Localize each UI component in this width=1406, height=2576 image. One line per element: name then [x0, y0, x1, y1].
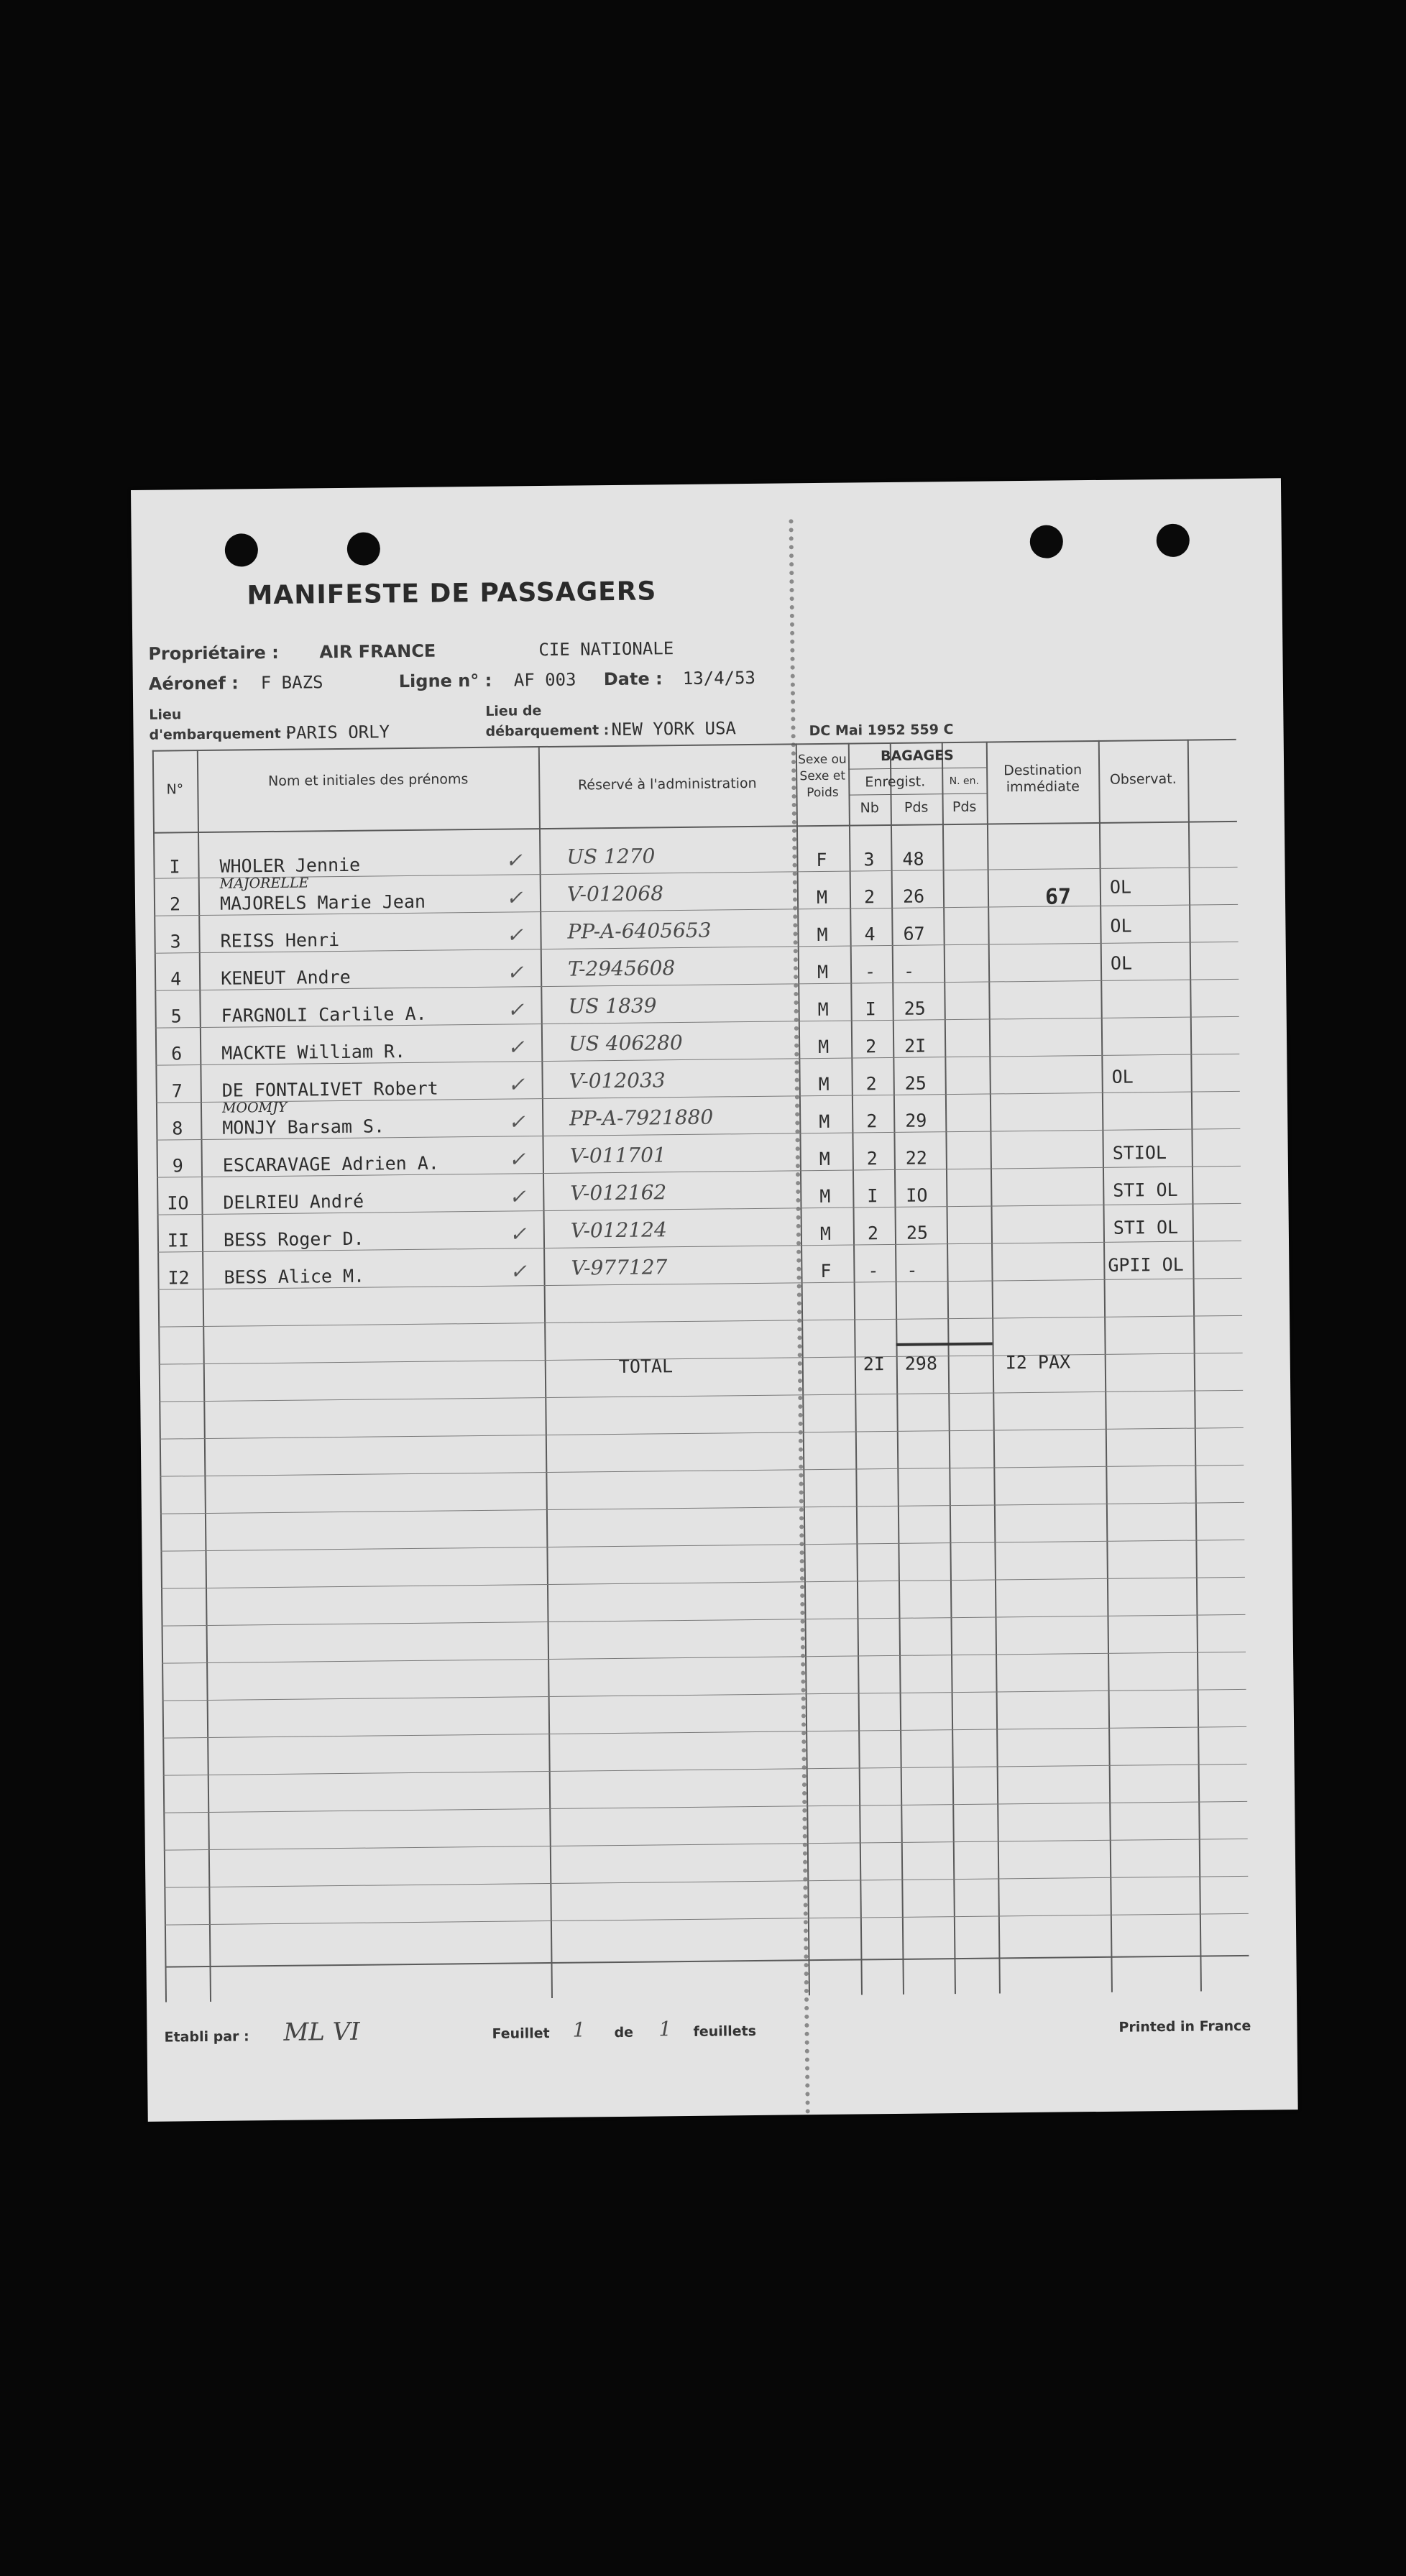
passenger-bag-nb: I — [865, 998, 876, 1020]
passenger-reserve: V-011701 — [569, 1143, 666, 1168]
col-header-nb: Nb — [860, 800, 879, 816]
proprietaire-value: AIR FRANCE — [319, 640, 436, 663]
proprietaire-extra: CIE NATIONALE — [538, 638, 674, 661]
passenger-bag-pds: 67 — [903, 923, 925, 944]
form-code: DC Mai 1952 559 C — [809, 722, 954, 740]
passenger-no: II — [167, 1230, 190, 1251]
passenger-sexe: M — [816, 886, 828, 908]
passenger-reserve: V-012033 — [569, 1068, 666, 1093]
passenger-bag-pds: 48 — [902, 848, 924, 870]
passenger-sexe: M — [817, 961, 829, 983]
passenger-row: II BESS Roger D. ✓ V-012124 M 2 25 STI OL — [167, 1216, 1179, 1251]
passenger-reserve: V-012124 — [570, 1218, 667, 1243]
passenger-sexe: M — [819, 1110, 830, 1133]
passenger-sexe: M — [818, 1073, 830, 1095]
passenger-reserve: T-2945608 — [567, 956, 676, 981]
passenger-obs: STI OL — [1113, 1179, 1178, 1201]
passenger-reserve: US 406280 — [568, 1031, 683, 1056]
passenger-name: DE FONTALIVET Robert — [221, 1077, 438, 1101]
passenger-sexe: M — [819, 1185, 831, 1208]
ligne-label: Ligne n° : — [398, 670, 492, 692]
passenger-name: MONJY Barsam S. — [222, 1116, 385, 1138]
passenger-sexe: M — [819, 1223, 832, 1245]
passenger-bag-nb: - — [864, 961, 876, 983]
passenger-reserve: PP-A-7921880 — [569, 1105, 714, 1131]
debarquement-label-1: Lieu de — [485, 703, 542, 719]
passenger-table — [152, 739, 1249, 2002]
passenger-obs: OL — [1110, 915, 1132, 937]
passenger-bag-pds: 26 — [902, 886, 925, 907]
passenger-bag-nb: 3 — [863, 849, 875, 870]
passenger-name: REISS Henri — [220, 929, 340, 952]
aeronef-value: F BAZS — [260, 672, 323, 694]
passenger-reserve: V-977127 — [571, 1255, 668, 1280]
embarquement-label-2: d'embarquement : — [149, 725, 292, 743]
col-header-name: Nom et initiales des prénoms — [267, 771, 469, 790]
feuillets-label: feuillets — [693, 2023, 757, 2040]
passenger-sexe: F — [816, 849, 827, 871]
col-header-enregist: Enregist. — [865, 773, 926, 791]
de-value: 1 — [658, 2017, 672, 2041]
passenger-no: 9 — [172, 1155, 184, 1177]
passenger-name: ESCARAVAGE Adrien A. — [222, 1152, 440, 1176]
passenger-row: I WHOLER Jennie ✓ US 1270 F 3 48 — [169, 844, 924, 878]
passenger-row: IO DELRIEU André ✓ V-012162 M I IO STI OL — [167, 1179, 1178, 1214]
passenger-row: 7 DE FONTALIVET Robert ✓ V-012033 M 2 25 OL — [171, 1066, 1134, 1102]
passenger-sexe: F — [820, 1260, 832, 1282]
handwritten-correction: MOOMJY — [221, 1099, 288, 1116]
col-header-nonenreg: N. en. — [949, 775, 980, 788]
etabli-label: Etabli par : — [164, 2028, 249, 2046]
passenger-bag-pds: 2I — [904, 1035, 927, 1057]
margin-mark: 67 — [1044, 884, 1072, 910]
punch-hole — [1030, 525, 1063, 558]
passenger-sexe: M — [818, 1036, 830, 1058]
passenger-reserve: V-012162 — [570, 1180, 667, 1205]
col-header-pds2: Pds — [952, 799, 977, 816]
ligne-value: AF 003 — [513, 669, 576, 691]
passenger-bag-pds: IO — [906, 1184, 928, 1206]
passenger-name: KENEUT Andre — [220, 966, 351, 989]
passenger-no: 5 — [170, 1006, 182, 1027]
passenger-bag-pds: 25 — [906, 1222, 929, 1243]
passenger-reserve: PP-A-6405653 — [567, 918, 712, 944]
passenger-reserve: V-012068 — [566, 881, 664, 906]
handwritten-correction: MAJORELLE — [219, 875, 309, 892]
passenger-bag-nb: 2 — [867, 1223, 879, 1244]
total-bag-nb: 2I — [863, 1353, 886, 1375]
passenger-sexe: M — [819, 1148, 831, 1170]
passenger-row: I2 BESS Alice M. ✓ V-977127 F - - GPII OL — [167, 1254, 1184, 1289]
passenger-no: 2 — [169, 893, 181, 915]
debarquement-label-2: débarquement : — [485, 722, 610, 740]
passenger-reserve: US 1270 — [566, 844, 656, 869]
document-title: MANIFESTE DE PASSAGERS — [247, 576, 657, 611]
de-label: de — [614, 2024, 634, 2041]
debarquement-value: NEW YORK USA — [611, 718, 737, 740]
passenger-row: 4 KENEUT Andre ✓ T-2945608 M - - OL — [170, 952, 1133, 990]
passenger-reserve: US 1839 — [568, 993, 657, 1018]
passenger-name: MACKTE William R. — [221, 1041, 406, 1064]
passenger-name: WHOLER Jennie — [219, 854, 361, 877]
aeronef-label: Aéronef : — [148, 673, 239, 694]
feuillet-value: 1 — [572, 2018, 586, 2042]
passenger-bag-pds: 25 — [904, 1072, 927, 1094]
passenger-no: 6 — [171, 1043, 183, 1064]
col-header-pds: Pds — [904, 799, 929, 816]
passenger-no: I2 — [167, 1267, 190, 1289]
col-header-observ: Observat. — [1109, 770, 1177, 788]
passenger-no: IO — [167, 1192, 189, 1214]
passenger-bag-pds: 22 — [905, 1147, 928, 1169]
passenger-no: 8 — [172, 1118, 183, 1139]
col-header-bagages: BAGAGES — [880, 748, 954, 765]
punch-hole — [347, 532, 380, 565]
date-label: Date : — [603, 668, 663, 690]
passenger-bag-pds: - — [903, 960, 915, 982]
passenger-row: 6 MACKTE William R. ✓ US 406280 M 2 2I — [171, 1031, 927, 1064]
passenger-no: 7 — [171, 1080, 183, 1102]
col-header-sexe: Sexe ou Sexe et Poids — [798, 752, 847, 801]
passenger-bag-nb: 2 — [863, 886, 876, 908]
passenger-name: DELRIEU André — [223, 1190, 364, 1213]
passenger-row: MOOMJY 8 MONJY Barsam S. ✓ PP-A-7921880 M 2 29 — [172, 1099, 927, 1139]
passenger-row: 3 REISS Henri ✓ PP-A-6405653 M 4 67 OL — [170, 915, 1132, 952]
passenger-obs: STIOL — [1112, 1141, 1167, 1164]
passenger-row: 5 FARGNOLI Carlile A. ✓ US 1839 M I 25 — [170, 993, 926, 1027]
punch-hole — [225, 533, 258, 566]
passenger-row: MAJORELLE 2 MAJORELS Marie Jean ✓ V-012068 M 2 26 OL 67 — [169, 875, 1132, 915]
embarquement-label-1: Lieu — [149, 707, 182, 723]
total-label: TOTAL — [618, 1356, 674, 1377]
passenger-obs: STI OL — [1113, 1216, 1179, 1238]
passenger-bag-nb: 2 — [865, 1073, 877, 1095]
passenger-obs: OL — [1111, 1066, 1134, 1087]
passenger-bag-pds: 29 — [905, 1110, 927, 1131]
col-header-reserve: Réservé à l'administration — [577, 775, 757, 794]
passenger-obs: OL — [1109, 876, 1132, 898]
passenger-bag-nb: 4 — [864, 924, 876, 945]
passenger-bag-nb: - — [868, 1260, 879, 1282]
passenger-name: BESS Roger D. — [223, 1228, 364, 1251]
passenger-sexe: M — [817, 924, 828, 946]
passenger-obs: OL — [1110, 952, 1133, 974]
passenger-bag-nb: I — [867, 1185, 878, 1207]
passenger-bag-nb: 2 — [866, 1148, 878, 1169]
passenger-name: MAJORELS Marie Jean — [219, 891, 426, 914]
passenger-obs: GPII OL — [1108, 1254, 1184, 1276]
total-bag-pds: 298 — [904, 1353, 938, 1374]
total-pax: I2 PAX — [1005, 1351, 1071, 1374]
etabli-value: ML VI — [283, 2017, 360, 2047]
passenger-bag-pds: 25 — [904, 998, 926, 1019]
col-header-no: N° — [166, 781, 184, 798]
manifest-document — [131, 478, 1298, 2122]
col-header-destination: Destination immédiate — [1003, 762, 1083, 796]
embarquement-value: PARIS ORLY — [285, 722, 390, 743]
passenger-bag-pds: - — [906, 1259, 918, 1281]
passenger-no: 4 — [170, 968, 182, 990]
feuillet-label: Feuillet — [492, 2025, 550, 2042]
passenger-bag-nb: 2 — [866, 1110, 878, 1132]
passenger-name: BESS Alice M. — [224, 1265, 365, 1288]
passenger-row: 9 ESCARAVAGE Adrien A. ✓ V-011701 M 2 22 STIOL — [172, 1141, 1167, 1177]
passenger-no: I — [169, 856, 180, 878]
proprietaire-label: Propriétaire : — [148, 642, 279, 664]
punch-hole — [1157, 524, 1190, 557]
printed-in-france: Printed in France — [1118, 2018, 1251, 2036]
passenger-no: 3 — [170, 931, 181, 952]
passenger-bag-nb: 2 — [865, 1036, 877, 1057]
passenger-name: FARGNOLI Carlile A. — [221, 1003, 427, 1026]
passenger-sexe: M — [817, 998, 829, 1021]
date-value: 13/4/53 — [682, 667, 756, 689]
